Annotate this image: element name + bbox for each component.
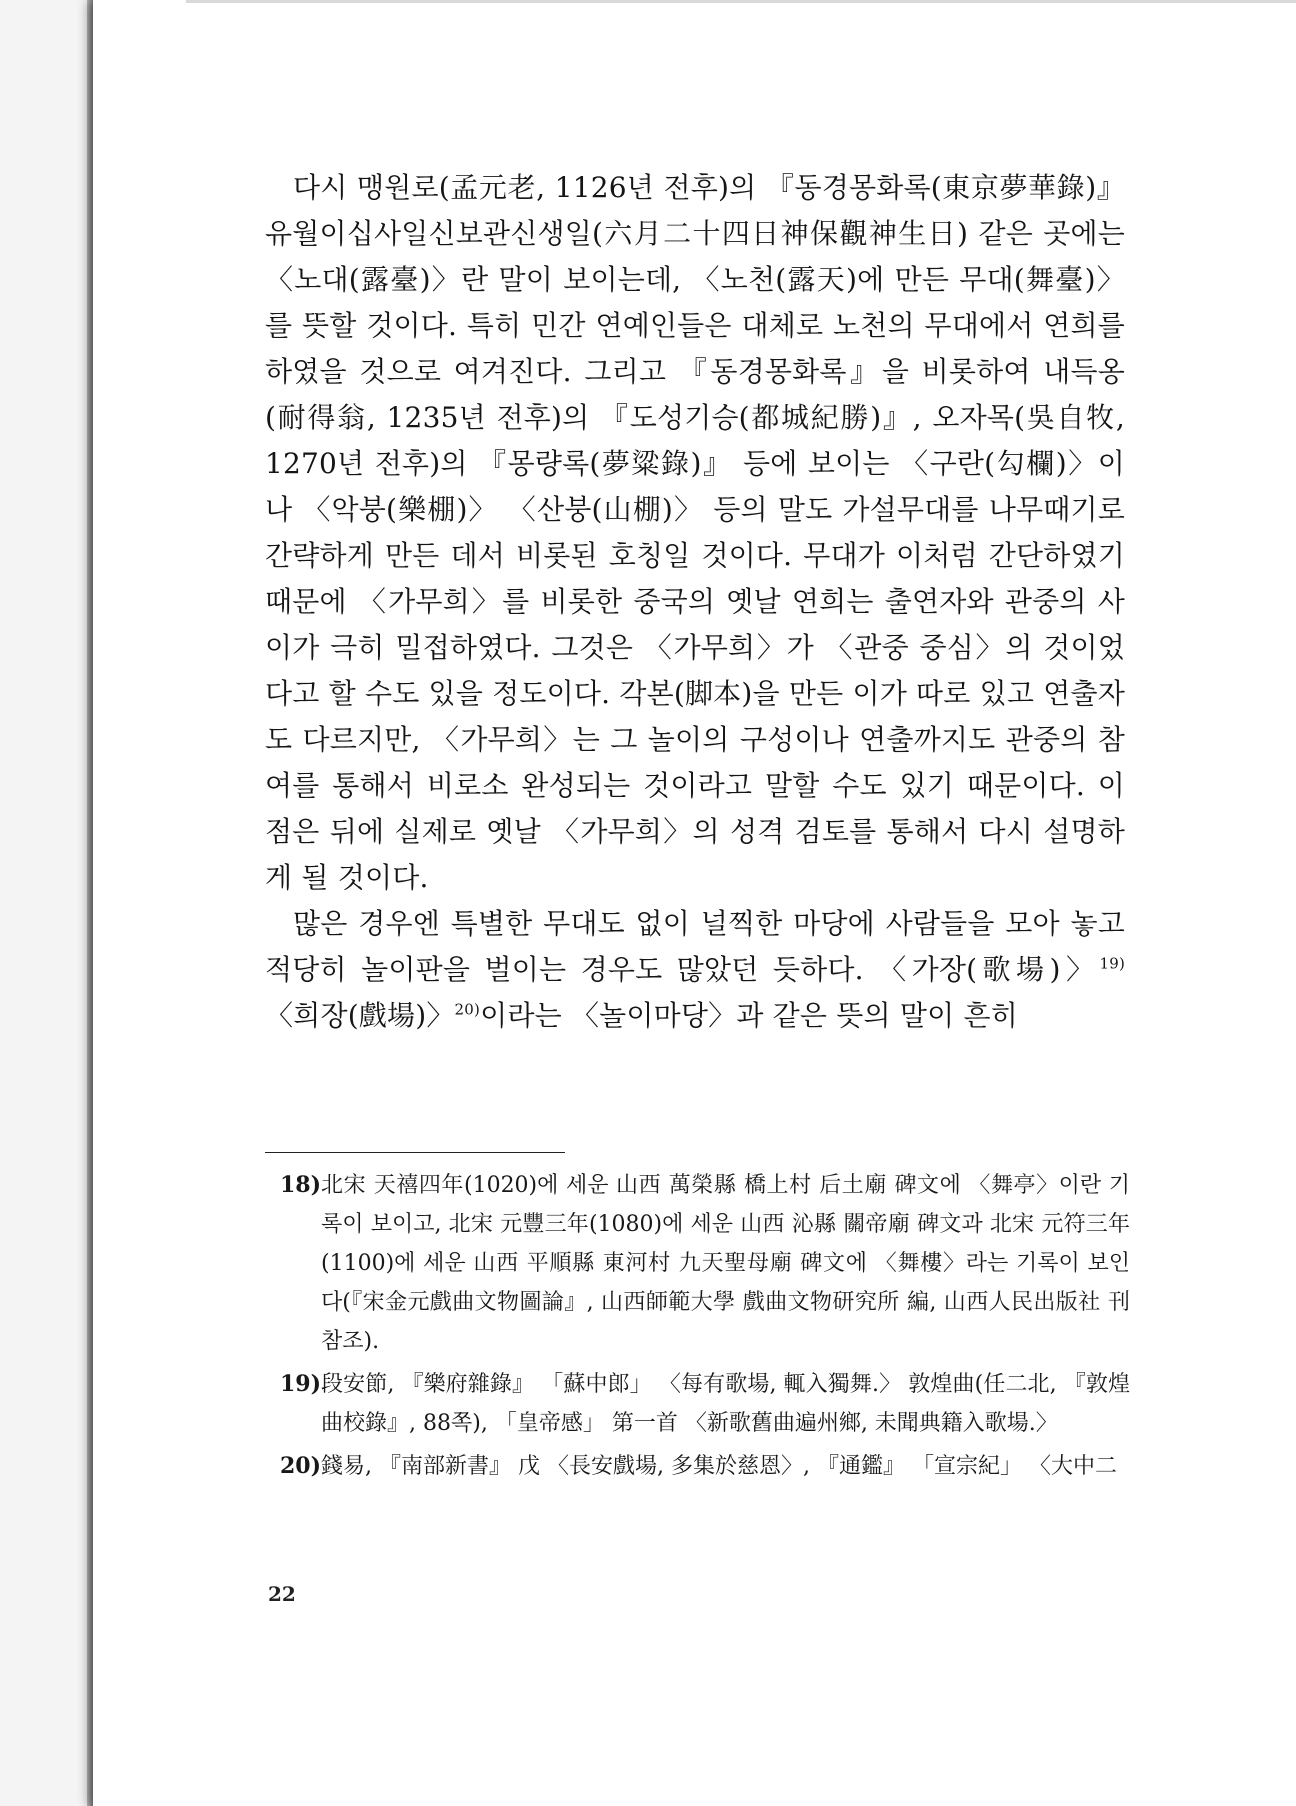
footnote-20 <box>280 1447 1130 1486</box>
paragraph-2 <box>265 901 1125 1039</box>
footnote-text: 錢易, 『南部新書』 戊 〈長安戲場, 多集於慈恩〉, 『通鑑』 「宣宗紀」 〈大中二 <box>321 1454 1117 1479</box>
page-number: 22 <box>268 1582 296 1606</box>
footnote-19 <box>280 1365 1130 1443</box>
footnotes <box>280 1166 1130 1490</box>
paragraph-2-part-2: 〈희장(戲場)〉 <box>265 999 455 1032</box>
footnote-18 <box>280 1166 1130 1361</box>
page-top-edge <box>186 0 1296 3</box>
footnote-number: 18) <box>280 1172 322 1198</box>
footnote-ref-19: 19) <box>1099 954 1125 973</box>
footnote-ref-20: 20) <box>454 1000 481 1019</box>
footnote-text: 北宋 天禧四年(1020)에 세운 山西 萬榮縣 橋上村 后土廟 碑文에 〈舞亭〉이란 기록이 보이고, 北宋 元豐三年(1080)에 세운 山西 沁縣 關帝廟 碑文과 北宋 元符三年(1100)에 세운 山西 平順縣 東河村 九天聖母廟 碑文에 〈舞樓〉라는 기록이 보인다(『宋金元戲曲文物圖論』, 山西師範大學 戲曲文物研究所 編, 山西人民出版社 刊 참조). <box>321 1173 1130 1354</box>
footnote-number: 19) <box>280 1371 322 1397</box>
paragraph-2-part-1: 많은 경우엔 특별한 무대도 없이 널찍한 마당에 사람들을 모아 놓고 적당히 놀이판을 벌이는 경우도 많았던 듯하다. 〈가장(歌場)〉 <box>265 907 1125 986</box>
footnote-text: 段安節, 『樂府雜錄』 「蘇中郎」 〈每有歌場, 輒入獨舞.〉 敦煌曲(任二北, 『敦煌曲校錄』, 88쪽), 「皇帝感」 第一首 〈新歌舊曲遍州鄉, 未聞典籍入歌場.〉 <box>321 1372 1130 1436</box>
paragraph-1: 다시 맹원로(孟元老, 1126년 전후)의 『동경몽화록(東京夢華錄)』 유월이십사일신보관신생일(六月二十四日神保觀神生日) 같은 곳에는 〈노대(露臺)〉란 말이 보이는데, 〈노천(露天)에 만든 무대(舞臺)〉를 뜻할 것이다. 특히 민간 연예인들은 대체로 노천의 무대에서 연희를 하였을 것으로 여겨진다. 그리고 『동경몽화록』을 비롯하여 내득옹(耐得翁, 1235년 전후)의 『도성기승(都城紀勝)』, 오자목(吳自牧, 1270년 전후)의 『몽량록(夢粱錄)』 등에 보이는 〈구란(勾欄)〉이나 〈악붕(樂棚)〉 〈산붕(山棚)〉 등의 말도 가설무대를 나무때기로 간략하게 만든 데서 비롯된 호칭일 것이다. 무대가 이처럼 간단하였기 때문에 〈가무희〉를 비롯한 중국의 옛날 연희는 출연자와 관중의 사이가 극히 밀접하였다. 그것은 〈가무희〉가 〈관중 중심〉의 것이었다고 할 수도 있을 정도이다. 각본(脚本)을 만든 이가 따로 있고 연출자도 다르지만, 〈가무희〉는 그 놀이의 구성이나 연출까지도 관중의 참여를 통해서 비로소 완성되는 것이라고 말할 수도 있기 때문이다. 이 점은 뒤에 실제로 옛날 〈가무희〉의 성격 검토를 통해서 다시 설명하게 될 것이다. <box>265 171 1125 894</box>
footnote-divider <box>265 1152 565 1153</box>
footnote-number: 20) <box>280 1453 322 1479</box>
body-text <box>265 165 1125 1039</box>
paragraph-2-part-3: 이라는 〈놀이마당〉과 같은 뜻의 말이 흔히 <box>480 999 1018 1032</box>
